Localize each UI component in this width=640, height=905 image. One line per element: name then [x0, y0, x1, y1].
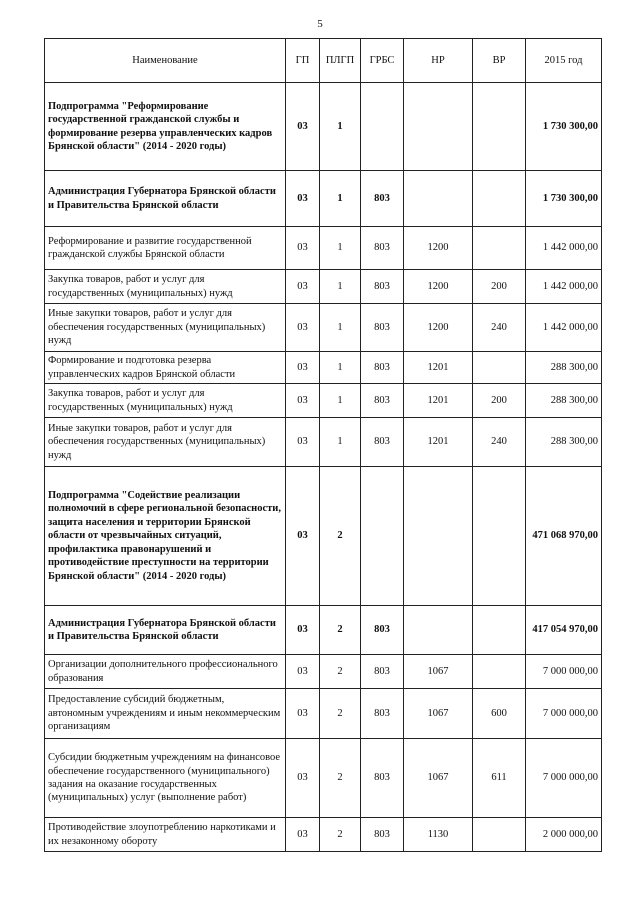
row-pgp: 2: [320, 467, 361, 606]
row-gp: 03: [286, 655, 320, 689]
row-nr: 1201: [404, 384, 473, 418]
row-sum: 288 300,00: [526, 418, 602, 467]
row-vr: 240: [473, 418, 526, 467]
row-gp: 03: [286, 739, 320, 818]
row-pgp: 1: [320, 384, 361, 418]
row-pgp: 2: [320, 606, 361, 655]
table-row: [45, 83, 602, 171]
row-pgp: 1: [320, 227, 361, 270]
row-vr: [473, 606, 526, 655]
row-grbs: 803: [361, 352, 404, 384]
row-pgp: 1: [320, 418, 361, 467]
row-nr: 1130: [404, 818, 473, 852]
row-pgp: 2: [320, 655, 361, 689]
table-row: [45, 606, 602, 655]
row-nr: 1200: [404, 270, 473, 304]
row-grbs: 803: [361, 227, 404, 270]
row-gp: 03: [286, 384, 320, 418]
table-row: [45, 689, 602, 739]
row-gp: 03: [286, 689, 320, 739]
header-gp: ГП: [286, 39, 320, 83]
page-number: 5: [317, 18, 323, 30]
row-name: Администрация Губернатора Брянской области и Правительства Брянской области: [45, 606, 286, 655]
row-nr: 1200: [404, 304, 473, 352]
row-grbs: [361, 83, 404, 171]
header-name: Наименование: [45, 39, 286, 83]
table-row: [45, 304, 602, 352]
row-vr: [473, 171, 526, 227]
row-name: Иные закупки товаров, работ и услуг для обеспечения государственных (муниципальных) нужд: [45, 418, 286, 467]
row-name: Организации дополнительного профессионального образования: [45, 655, 286, 689]
row-name: Субсидии бюджетным учреждениям на финансовое обеспечение государственного (муниципального) задания на оказание государственных (муниципальных) услуг (выполнение работ): [45, 739, 286, 818]
row-sum: 288 300,00: [526, 352, 602, 384]
row-gp: 03: [286, 304, 320, 352]
table-row: [45, 227, 602, 270]
row-grbs: 803: [361, 655, 404, 689]
row-vr: [473, 818, 526, 852]
header-pgp: ПЛГП: [320, 39, 361, 83]
table-body: [45, 83, 602, 852]
row-nr: [404, 606, 473, 655]
row-vr: [473, 467, 526, 606]
row-name: Подпрограмма "Содействие реализации полномочий в сфере региональной безопасности, защита населения и территории Брянской области от чрезвычайных ситуаций, профилактика правонарушений и противодействие преступности на территории Брянской области" (2014 - 2020 годы): [45, 467, 286, 606]
row-sum: 288 300,00: [526, 384, 602, 418]
row-nr: 1067: [404, 739, 473, 818]
row-name: Закупка товаров, работ и услуг для государственных (муниципальных) нужд: [45, 384, 286, 418]
row-gp: 03: [286, 270, 320, 304]
row-sum: 417 054 970,00: [526, 606, 602, 655]
row-pgp: 1: [320, 171, 361, 227]
row-nr: 1067: [404, 655, 473, 689]
row-gp: 03: [286, 606, 320, 655]
budget-table: [44, 38, 602, 852]
table-row: [45, 655, 602, 689]
row-grbs: 803: [361, 384, 404, 418]
table-row: [45, 171, 602, 227]
row-sum: 7 000 000,00: [526, 655, 602, 689]
row-name: Иные закупки товаров, работ и услуг для обеспечения государственных (муниципальных) нужд: [45, 304, 286, 352]
row-sum: 7 000 000,00: [526, 739, 602, 818]
row-sum: 1 442 000,00: [526, 304, 602, 352]
row-sum: 7 000 000,00: [526, 689, 602, 739]
row-grbs: 803: [361, 171, 404, 227]
row-gp: 03: [286, 352, 320, 384]
row-pgp: 2: [320, 689, 361, 739]
row-name: Закупка товаров, работ и услуг для государственных (муниципальных) нужд: [45, 270, 286, 304]
row-vr: 200: [473, 384, 526, 418]
row-gp: 03: [286, 83, 320, 171]
row-grbs: 803: [361, 418, 404, 467]
row-sum: 2 000 000,00: [526, 818, 602, 852]
row-grbs: 803: [361, 304, 404, 352]
row-nr: 1200: [404, 227, 473, 270]
row-name: Предоставление субсидий бюджетным, автономным учреждениям и иным некоммерческим организациям: [45, 689, 286, 739]
row-vr: 600: [473, 689, 526, 739]
row-vr: 240: [473, 304, 526, 352]
row-grbs: [361, 467, 404, 606]
row-sum: 1 730 300,00: [526, 83, 602, 171]
header-grbs: ГРБС: [361, 39, 404, 83]
row-nr: [404, 171, 473, 227]
row-name: Администрация Губернатора Брянской области и Правительства Брянской области: [45, 171, 286, 227]
row-pgp: 2: [320, 739, 361, 818]
row-grbs: 803: [361, 739, 404, 818]
row-vr: 200: [473, 270, 526, 304]
header-nr: НР: [404, 39, 473, 83]
row-gp: 03: [286, 818, 320, 852]
table-header-row: [45, 39, 602, 83]
table-row: [45, 270, 602, 304]
row-pgp: 1: [320, 83, 361, 171]
row-name: Противодействие злоупотреблению наркотиками и их незаконному обороту: [45, 818, 286, 852]
row-nr: [404, 467, 473, 606]
row-pgp: 1: [320, 304, 361, 352]
row-nr: [404, 83, 473, 171]
table-row: [45, 384, 602, 418]
row-gp: 03: [286, 467, 320, 606]
row-vr: [473, 352, 526, 384]
header-year: 2015 год: [526, 39, 602, 83]
row-name: Формирование и подготовка резерва управленческих кадров Брянской области: [45, 352, 286, 384]
row-nr: 1201: [404, 418, 473, 467]
row-vr: [473, 83, 526, 171]
row-vr: [473, 655, 526, 689]
table-row: [45, 818, 602, 852]
row-sum: 471 068 970,00: [526, 467, 602, 606]
row-grbs: 803: [361, 606, 404, 655]
row-sum: 1 442 000,00: [526, 227, 602, 270]
header-vr: ВР: [473, 39, 526, 83]
row-name: Подпрограмма "Реформирование государственной гражданской службы и формирование резерва управленческих кадров Брянской области" (2014 - 2020 годы): [45, 83, 286, 171]
row-name: Реформирование и развитие государственной гражданской службы Брянской области: [45, 227, 286, 270]
row-vr: 611: [473, 739, 526, 818]
table-row: [45, 739, 602, 818]
row-sum: 1 442 000,00: [526, 270, 602, 304]
row-gp: 03: [286, 171, 320, 227]
row-nr: 1201: [404, 352, 473, 384]
row-sum: 1 730 300,00: [526, 171, 602, 227]
row-pgp: 1: [320, 352, 361, 384]
row-pgp: 2: [320, 818, 361, 852]
row-grbs: 803: [361, 689, 404, 739]
row-vr: [473, 227, 526, 270]
table-row: [45, 418, 602, 467]
table-row: [45, 352, 602, 384]
row-nr: 1067: [404, 689, 473, 739]
table-row: [45, 467, 602, 606]
row-gp: 03: [286, 227, 320, 270]
row-grbs: 803: [361, 270, 404, 304]
row-gp: 03: [286, 418, 320, 467]
row-grbs: 803: [361, 818, 404, 852]
row-pgp: 1: [320, 270, 361, 304]
